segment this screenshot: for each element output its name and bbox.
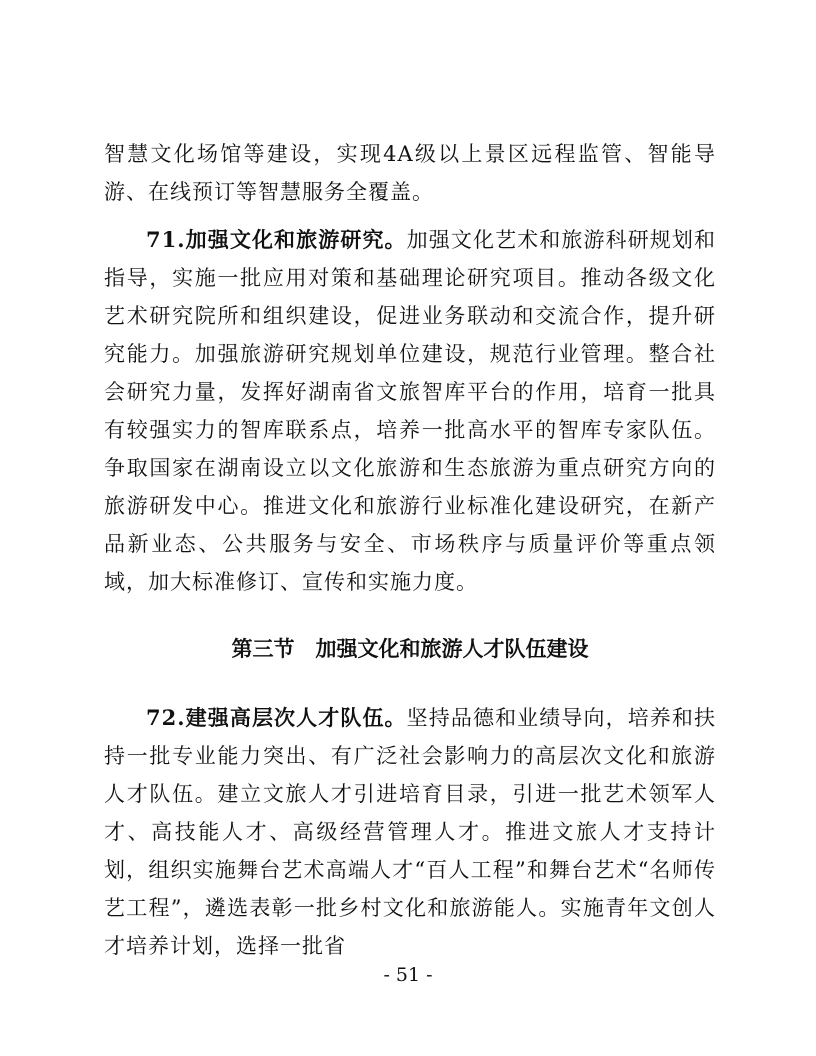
- page-number: - 51 -: [383, 964, 433, 986]
- item-72-heading: 72.建强高层次人才队伍。: [146, 705, 407, 730]
- item-71-heading: 71.加强文化和旅游研究。: [146, 227, 407, 252]
- paragraph-continuation-text: 智慧文化场馆等建设，实现4A级以上景区远程监管、智能导游、在线预订等智慧服务全覆盖。: [104, 142, 716, 204]
- section-heading: 第三节 加强文化和旅游人才队伍建设: [231, 636, 589, 661]
- item-71-body: 加强文化艺术和旅游科研规划和指导，实施一批应用对策和基础理论研究项目。推动各级文化艺术研究院所和组织建设，促进业务联动和交流合作，提升研究能力。加强旅游研究规划单位建设，规范行业管理。整合社会研究力量，发挥好湖南省文旅智库平台的作用，培育一批具有较强实力的智库联系点，培养一批高水平的智库专家队伍。争取国家在湖南设立以文化旅游和生态旅游为重点研究方向的旅游研发中心。推进文化和旅游行业标准化建设研究，在新产品新业态、公共服务与安全、市场秩序与质量评价等重点领域，加大标准修订、宣传和实施力度。: [104, 228, 716, 594]
- paragraph-item-72: [104, 699, 716, 965]
- paragraph-continuation: [104, 135, 716, 211]
- item-72-body: 坚持品德和业绩导向，培养和扶持一批专业能力突出、有广泛社会影响力的高层次文化和旅游人才队伍。建立文旅人才引进培育目录，引进一批艺术领军人才、高技能人才、高级经营管理人才。推进文旅人才支持计划，组织实施舞台艺术高端人才“百人工程”和舞台艺术“名师传艺工程”，遴选表彰一批乡村文化和旅游能人。实施青年文创人才培养计划，选择一批省: [104, 706, 716, 958]
- paragraph-item-71: [104, 221, 716, 601]
